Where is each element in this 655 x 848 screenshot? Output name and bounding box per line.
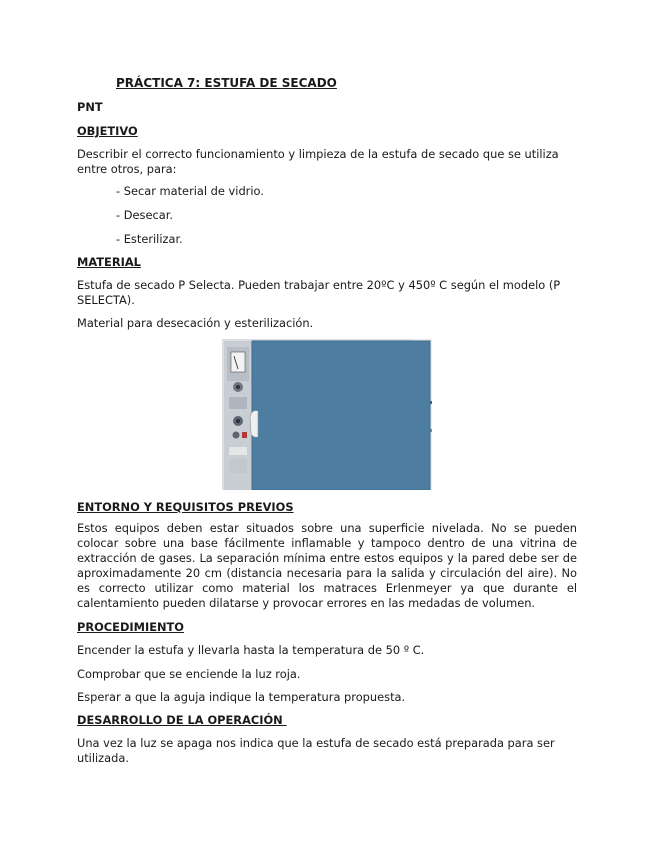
objetivo-heading: OBJETIVO [77, 124, 138, 138]
procedimiento-heading: PROCEDIMIENTO [77, 620, 184, 634]
desarrollo-heading: DESARROLLO DE LA OPERACIÓN [77, 713, 287, 727]
entorno-text: Estos equipos deben estar situados sobre una superficie nivelada. No se pueden colocar sobre una base fácilmente inflamable y tampoco dentro de una vitrina de extracción de gases. La separación mínima entre estos equipos y la pared debe ser de aproximadamente 20 cm (distancia necesaria para la salida y circulación del aire). No es correcto utilizar como material los matraces Erlenmeyer ya que durante el calentamiento pueden dilatarse y provocar errores en las medadas de volumen. [77, 521, 577, 610]
bullet-item: - Secar material de vidrio. [116, 184, 264, 198]
drying-oven-illustration [222, 339, 432, 490]
material-text-1: Estufa de secado P Selecta. Pueden trabajar entre 20ºC y 450º C según el modelo (P SELECTA). [77, 278, 561, 307]
procedimiento-step: Esperar a que la aguja indique la temperatura propuesta. [77, 690, 406, 704]
procedimiento-step: Encender la estufa y llevarla hasta la temperatura de 50 º C. [77, 643, 425, 657]
entorno-heading: ENTORNO Y REQUISITOS PREVIOS [77, 500, 294, 514]
page-title: PRÁCTICA 7: ESTUFA DE SECADO [116, 76, 337, 90]
material-text-2: Material para desecación y esterilización. [77, 316, 314, 330]
material-heading: MATERIAL [77, 255, 141, 269]
procedimiento-step: Comprobar que se enciende la luz roja. [77, 667, 301, 681]
drying-oven-photo [222, 339, 432, 490]
bullet-item: - Desecar. [116, 208, 173, 222]
objetivo-text: Describir el correcto funcionamiento y limpieza de la estufa de secado que se utiliza entre otros, para: [77, 147, 559, 176]
pnt-heading: PNT [77, 100, 103, 114]
desarrollo-text: Una vez la luz se apaga nos indica que la estufa de secado está preparada para ser utilizada. [77, 736, 555, 765]
bullet-item: - Esterilizar. [116, 232, 183, 246]
